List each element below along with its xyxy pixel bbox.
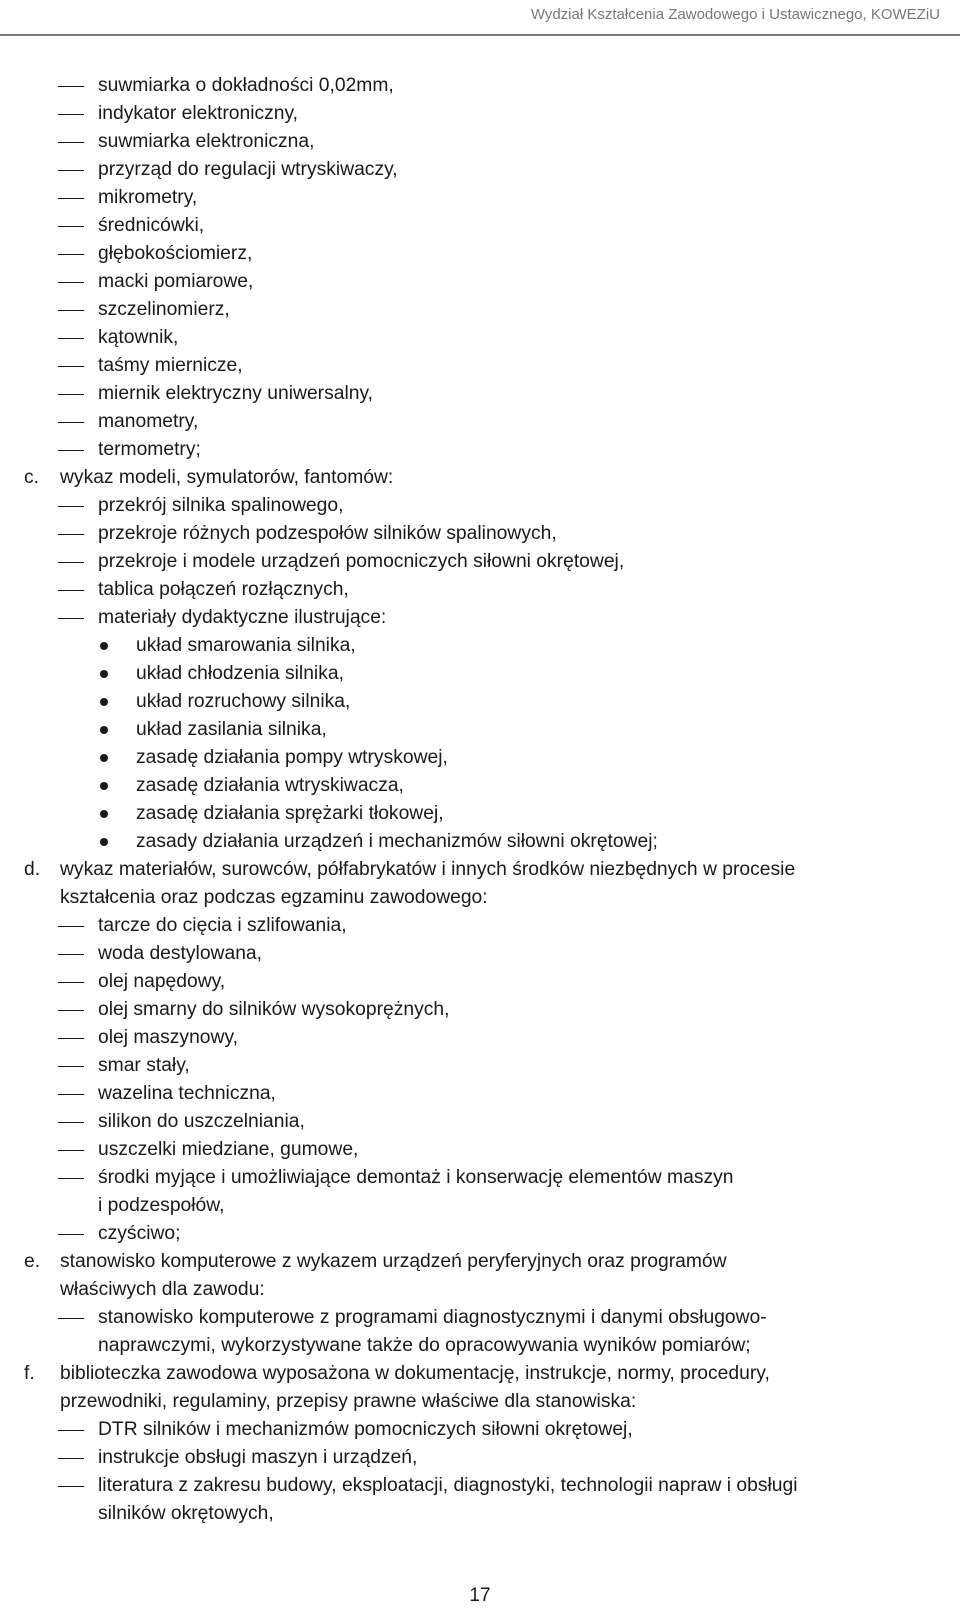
list-item: miernik elektryczny uniwersalny, (0, 380, 960, 408)
dash-marker (58, 1010, 84, 1011)
dash-marker (58, 422, 84, 423)
list-item: przyrząd do regulacji wtryskiwaczy, (0, 156, 960, 184)
dash-marker (58, 1178, 84, 1179)
section-title: biblioteczka zawodowa wyposażona w dokumentację, instrukcje, normy, procedury, (60, 1363, 770, 1384)
header-title: Wydział Kształcenia Zawodowego i Ustawicznego, KOWEZiU (530, 6, 940, 23)
list-item: smar stały, (0, 1052, 960, 1080)
bullet-marker (100, 698, 108, 706)
list-item: termometry; (0, 436, 960, 464)
dash-marker (58, 170, 84, 171)
list-item: środki myjące i umożliwiające demontaż i konserwację elementów maszyn (0, 1164, 960, 1192)
dash-marker (58, 198, 84, 199)
dash-marker (58, 338, 84, 339)
section-letter: e. (24, 1251, 41, 1272)
list-item: taśmy miernicze, (0, 352, 960, 380)
bullet-marker (100, 810, 108, 818)
dash-marker (58, 366, 84, 367)
section-letter: d. (24, 859, 41, 880)
dash-marker (58, 254, 84, 255)
dash-marker (58, 1430, 84, 1431)
bullet-item: zasadę działania pompy wtryskowej, (0, 744, 960, 772)
dash-marker (58, 1458, 84, 1459)
dash-marker (58, 394, 84, 395)
list-item: macki pomiarowe, (0, 268, 960, 296)
section-f (0, 1360, 960, 1528)
document-body (0, 72, 960, 1528)
section-heading (0, 464, 960, 492)
page-number: 17 (469, 1585, 491, 1606)
list-item: mikrometry, (0, 184, 960, 212)
list-item: przekroje różnych podzespołów silników spalinowych, (0, 520, 960, 548)
dash-marker (58, 86, 84, 87)
bullet-marker (100, 670, 108, 678)
list-item: wazelina techniczna, (0, 1080, 960, 1108)
dash-marker (58, 450, 84, 451)
dash-marker (58, 590, 84, 591)
list-item: tarcze do cięcia i szlifowania, (0, 912, 960, 940)
section-d (0, 856, 960, 1248)
dash-marker (58, 562, 84, 563)
list-item-continuation: naprawczymi, wykorzystywane także do opracowywania wyników pomiarów; (98, 1335, 751, 1356)
dash-marker (58, 982, 84, 983)
page-header (0, 0, 960, 36)
section-heading (0, 1360, 960, 1388)
bullet-item: układ smarowania silnika, (0, 632, 960, 660)
list-item: przekrój silnika spalinowego, (0, 492, 960, 520)
dash-marker (58, 1122, 84, 1123)
section-heading-continuation: kształcenia oraz podczas egzaminu zawodowego: (60, 887, 488, 908)
section-heading (0, 856, 960, 884)
list-item: olej smarny do silników wysokoprężnych, (0, 996, 960, 1024)
list-item: czyściwo; (0, 1220, 960, 1248)
list-item: indykator elektroniczny, (0, 100, 960, 128)
bullet-marker (100, 726, 108, 734)
list-item: suwmiarka elektroniczna, (0, 128, 960, 156)
list-item-continuation: i podzespołów, (98, 1195, 225, 1216)
bullet-item: układ rozruchowy silnika, (0, 688, 960, 716)
section-title: wykaz materiałów, surowców, półfabrykatów i innych środków niezbędnych w procesie (60, 859, 796, 880)
bullet-marker (100, 754, 108, 762)
bullet-marker (100, 642, 108, 650)
dash-marker (58, 1486, 84, 1487)
dash-marker (58, 1066, 84, 1067)
list-item: szczelinomierz, (0, 296, 960, 324)
section-e (0, 1248, 960, 1360)
bullet-item: układ chłodzenia silnika, (0, 660, 960, 688)
section-c (0, 464, 960, 856)
list-item: kątownik, (0, 324, 960, 352)
bullet-item: zasadę działania wtryskiwacza, (0, 772, 960, 800)
dash-marker (58, 1038, 84, 1039)
dash-marker (58, 926, 84, 927)
list-item: tablica połączeń rozłącznych, (0, 576, 960, 604)
list-item: olej maszynowy, (0, 1024, 960, 1052)
dash-marker (58, 1150, 84, 1151)
dash-marker (58, 1318, 84, 1319)
dash-marker (58, 310, 84, 311)
section-title: stanowisko komputerowe z wykazem urządzeń peryferyjnych oraz programów (60, 1251, 727, 1272)
list-item-continuation: silników okrętowych, (98, 1503, 274, 1524)
dash-marker (58, 282, 84, 283)
list-item: średnicówki, (0, 212, 960, 240)
list-item: materiały dydaktyczne ilustrujące: (0, 604, 960, 632)
list-item: głębokościomierz, (0, 240, 960, 268)
dash-marker (58, 506, 84, 507)
dash-marker (58, 142, 84, 143)
list-item: uszczelki miedziane, gumowe, (0, 1136, 960, 1164)
dash-marker (58, 114, 84, 115)
bullet-marker (100, 838, 108, 846)
list-item: stanowisko komputerowe z programami diagnostycznymi i danymi obsługowo- (0, 1304, 960, 1332)
bullet-item: zasady działania urządzeń i mechanizmów siłowni okrętowej; (0, 828, 960, 856)
dash-marker (58, 1094, 84, 1095)
bullet-item: zasadę działania sprężarki tłokowej, (0, 800, 960, 828)
list-item: woda destylowana, (0, 940, 960, 968)
section-heading (0, 1248, 960, 1276)
dash-marker (58, 954, 84, 955)
bullet-marker (100, 782, 108, 790)
tools-list (0, 72, 960, 464)
list-item: instrukcje obsługi maszyn i urządzeń, (0, 1444, 960, 1472)
list-item: suwmiarka o dokładności 0,02mm, (0, 72, 960, 100)
list-item: DTR silników i mechanizmów pomocniczych siłowni okrętowej, (0, 1416, 960, 1444)
list-item: olej napędowy, (0, 968, 960, 996)
list-item: manometry, (0, 408, 960, 436)
list-item: silikon do uszczelniania, (0, 1108, 960, 1136)
dash-marker (58, 1234, 84, 1235)
bullet-item: układ zasilania silnika, (0, 716, 960, 744)
section-letter: f. (24, 1363, 35, 1384)
section-letter: c. (24, 467, 39, 488)
dash-marker (58, 618, 84, 619)
section-heading-continuation: przewodniki, regulaminy, przepisy prawne właściwe dla stanowiska: (60, 1391, 637, 1412)
section-heading-continuation: właściwych dla zawodu: (60, 1279, 265, 1300)
list-item: przekroje i modele urządzeń pomocniczych siłowni okrętowej, (0, 548, 960, 576)
section-title: wykaz modeli, symulatorów, fantomów: (60, 467, 394, 488)
dash-marker (58, 226, 84, 227)
dash-marker (58, 534, 84, 535)
list-item: literatura z zakresu budowy, eksploatacji, diagnostyki, technologii napraw i obsługi (0, 1472, 960, 1500)
